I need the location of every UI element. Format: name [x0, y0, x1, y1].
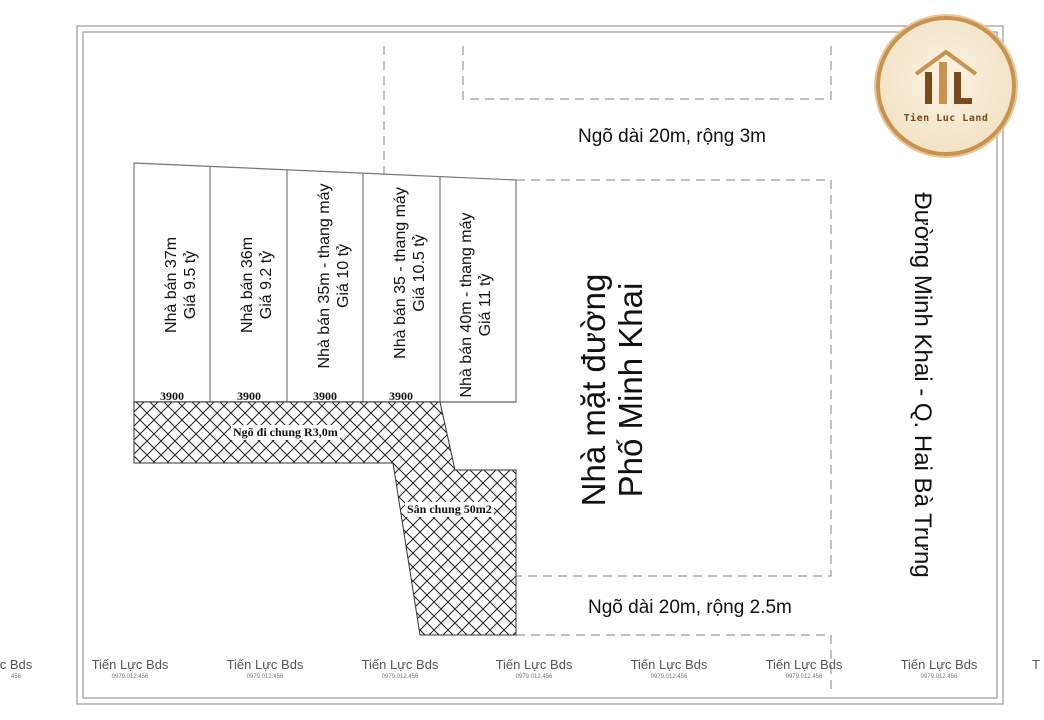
- lot-3-label: [315, 156, 353, 396]
- watermark-name: T: [1032, 657, 1040, 672]
- watermark-name: Tiến Lực Bds: [630, 657, 708, 672]
- lot-1-label: [162, 165, 200, 405]
- lot-5-area: Nhà bán 40m - thang máy: [458, 212, 475, 398]
- lot-5-label: [457, 185, 495, 425]
- lot-3-area: Nhà bán 35m - thang máy: [316, 183, 333, 369]
- lot-3-width: 3900: [313, 389, 337, 403]
- front-house-line1: Nhà mặt đường: [575, 273, 612, 507]
- front-house-label: [575, 160, 649, 620]
- inner-frame: [83, 32, 997, 698]
- watermark: [92, 657, 169, 680]
- logo-name: Tien Luc Land: [903, 113, 989, 124]
- watermark-partial-left: [0, 657, 32, 680]
- lot-2-price: Giá 9.2 tỷ: [258, 250, 275, 320]
- watermark-name: Tiến Lực Bds: [361, 657, 439, 672]
- watermark-name: Tiến Lực Bds: [495, 657, 573, 672]
- watermark-phone: 456: [10, 674, 22, 680]
- lot-1-width: 3900: [160, 389, 184, 403]
- lot-5-price: Giá 11 tỷ: [477, 273, 494, 337]
- lot-4-price: Giá 10.5 tỷ: [411, 234, 428, 312]
- watermark: [766, 657, 843, 680]
- watermark-phone: 0979.012.456: [381, 674, 419, 680]
- watermark-phone: 0979.012.456: [785, 674, 823, 680]
- lot-1-area: Nhà bán 37m: [163, 236, 180, 334]
- watermark-phone: 0979.012.456: [515, 674, 553, 680]
- watermark-phone: 0979.012.456: [920, 674, 958, 680]
- watermark: [362, 657, 439, 680]
- watermark-phone: 0979.012.456: [246, 674, 284, 680]
- lot-2-area: Nhà bán 36m: [239, 236, 256, 334]
- bottom-lane-label: Ngõ dài 20m, rộng 2.5m: [588, 597, 792, 618]
- shared-yard-label: Sân chung 50m2: [407, 502, 492, 516]
- lot-4-area: Nhà bán 35 - thang máy: [392, 187, 409, 359]
- lot-4-width: 3900: [389, 389, 413, 403]
- lot-4-label: [391, 153, 429, 393]
- lot-2-width: 3900: [237, 389, 261, 403]
- brand-logo: [876, 16, 1016, 156]
- top-lane-label: Ngõ dài 20m, rộng 3m: [578, 126, 766, 147]
- watermark: [227, 657, 304, 680]
- watermark-name: Tiến Lực Bds: [900, 657, 978, 672]
- lot-2-label: [238, 165, 276, 405]
- front-house-line2: Phố Minh Khai: [612, 282, 649, 498]
- watermark-phone: 0979.012.456: [111, 674, 149, 680]
- building-icon: [876, 16, 1016, 156]
- outer-frame: [77, 26, 1003, 704]
- shared-lane-label: Ngõ đi chung R3,0m: [233, 425, 338, 439]
- watermark-name: Tiến Lực Bds: [91, 657, 169, 672]
- watermark: [901, 657, 978, 680]
- watermark-partial-right: [1032, 657, 1040, 672]
- watermark-name: Tiến Lực Bds: [765, 657, 843, 672]
- watermark-name: Tiến Lực Bds: [226, 657, 304, 672]
- watermark: [631, 657, 708, 680]
- watermark-phone: 0979.012.456: [650, 674, 688, 680]
- lot-3-price: Giá 10 tỷ: [335, 243, 352, 309]
- street-label: Đường Minh Khai - Q. Hai Bà Trưng: [909, 192, 936, 578]
- watermark-name: c Bds: [0, 657, 33, 672]
- lot-1-price: Giá 9.5 tỷ: [182, 250, 199, 320]
- watermark: [496, 657, 573, 680]
